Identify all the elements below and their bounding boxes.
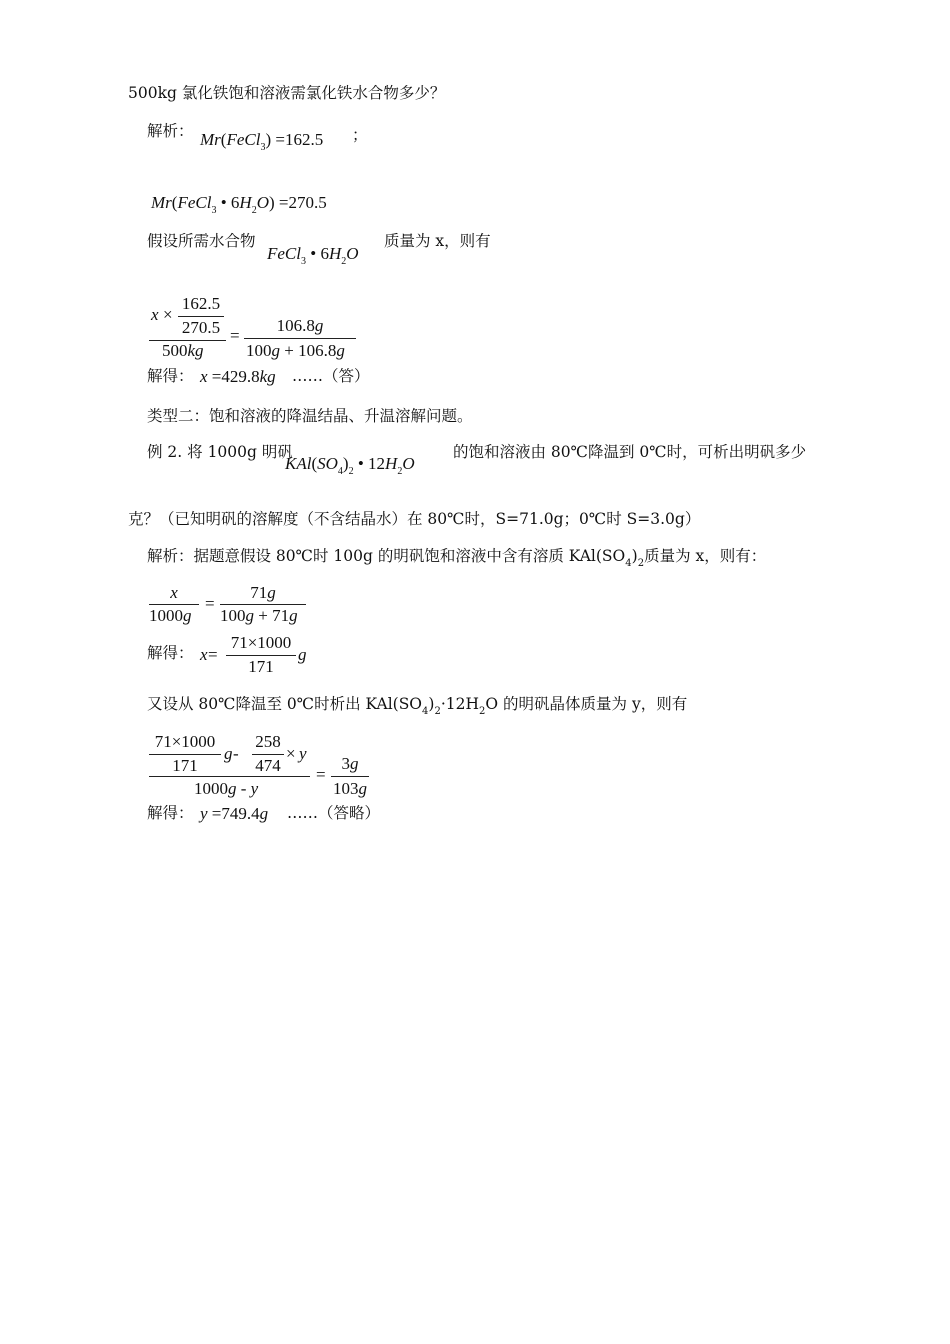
eq3-a-numerator: 71×1000 [154, 732, 216, 751]
question-1-text: 500kg 氯化铁饱和溶液需氯化铁水合物多少？ [128, 84, 446, 102]
eq3-b-bar [252, 754, 284, 755]
eq1-left-denominator: 500kg [162, 341, 204, 360]
eq3-b-denominator: 474 [255, 756, 281, 775]
eq2-right-bar [220, 604, 306, 605]
alum-formula: $KAl(SO_4)_2$ • $12H_2O$ [285, 454, 415, 477]
analysis-label-1: 解析： [147, 122, 194, 140]
solve-1-tail: ……（答） [292, 367, 370, 385]
eq3-y: y [299, 744, 307, 763]
eq2-equals: = [205, 594, 215, 613]
eq2-right-denominator: 100g + 71g [220, 606, 298, 625]
eq3-right-denominator: 103g [333, 779, 367, 798]
eq3-a-denominator: 171 [172, 756, 198, 775]
eq1-right-bar [244, 338, 356, 339]
example-2-continuation: 克？（已知明矾的溶解度（不含结晶水）在 80℃时，S=71.0g；0℃时 S=3.0g） [128, 510, 701, 528]
eq3-minus: - [233, 744, 239, 763]
also-assume: 又设从 80℃降温至 0℃时析出 $KAl(SO_4)_2\cdot 12H_2O$ 的明矾晶体质量为 y，则有 [147, 695, 688, 717]
example-2-post: 的饱和溶液由 80℃降温到 0℃时，可析出明矾多少 [453, 443, 807, 461]
eq1-times: × [163, 305, 173, 324]
eq3-times: × [286, 744, 296, 763]
sol2-bar [226, 655, 296, 656]
sol2-unit: g [298, 645, 307, 664]
eq3-denominator: 1000g - y [194, 779, 259, 798]
eq1-inner-numerator: 162.5 [181, 294, 221, 313]
sol2-denominator: 171 [248, 657, 274, 676]
eq2-right-numerator: 71g [250, 583, 276, 602]
solve-3-tail: ……（答略） [287, 804, 381, 822]
hydrate-formula: FeCl$_3$ • $6H_2O$ [267, 244, 359, 267]
eq1-equals: = [230, 326, 240, 345]
eq3-b-numerator: 258 [255, 732, 281, 751]
molar-mass-hydrate: Mr(FeCl$_3$ • $6H_2O) =270.5$ [151, 193, 327, 216]
molar-mass-fecl3: Mr(FeCl$_3$) =162.5 [200, 130, 324, 153]
example-2-pre: 例 2. 将 1000g 明矾 [147, 443, 293, 461]
eq2-left-numerator: x [170, 583, 178, 602]
sol2-equals: = [208, 645, 218, 664]
eq2-left-denominator: 1000g [149, 606, 192, 625]
sol2-numerator: 71×1000 [230, 633, 292, 652]
eq1-right-denominator: 100g + 106.8g [246, 341, 345, 360]
eq3-g: g [224, 744, 233, 763]
solve-label-2: 解得： [147, 644, 194, 662]
analysis-2: 解析：据题意假设 80℃时 100g 的明矾饱和溶液中含有溶质 $KAl(SO_4)_2$质量为 x，则有： [147, 547, 767, 569]
solve-label-3: 解得： [147, 804, 194, 822]
eq3-right-bar [331, 776, 369, 777]
solve-label-1: 解得： [147, 367, 194, 385]
eq3-equals: = [316, 765, 326, 784]
eq2-left-bar [149, 604, 199, 605]
type-2-heading: 类型二：饱和溶液的降温结晶、升温溶解问题。 [147, 407, 473, 425]
eq3-main-bar [149, 776, 310, 777]
sol2-x: x [200, 645, 208, 664]
eq3-right-numerator: 3g [341, 754, 359, 773]
solution-1: x =429.8kg [200, 367, 276, 386]
assume-text-post: 质量为 x，则有 [384, 232, 491, 250]
eq1-x: x [151, 305, 159, 324]
solution-3: y =749.4g [200, 804, 269, 823]
assume-text-pre: 假设所需水合物 [147, 232, 256, 250]
eq3-a-bar [149, 754, 221, 755]
semicolon: ； [352, 126, 368, 144]
eq1-inner-denominator: 270.5 [181, 318, 221, 337]
eq1-inner-bar [178, 316, 224, 317]
eq1-right-numerator: 106.8g [276, 316, 324, 335]
